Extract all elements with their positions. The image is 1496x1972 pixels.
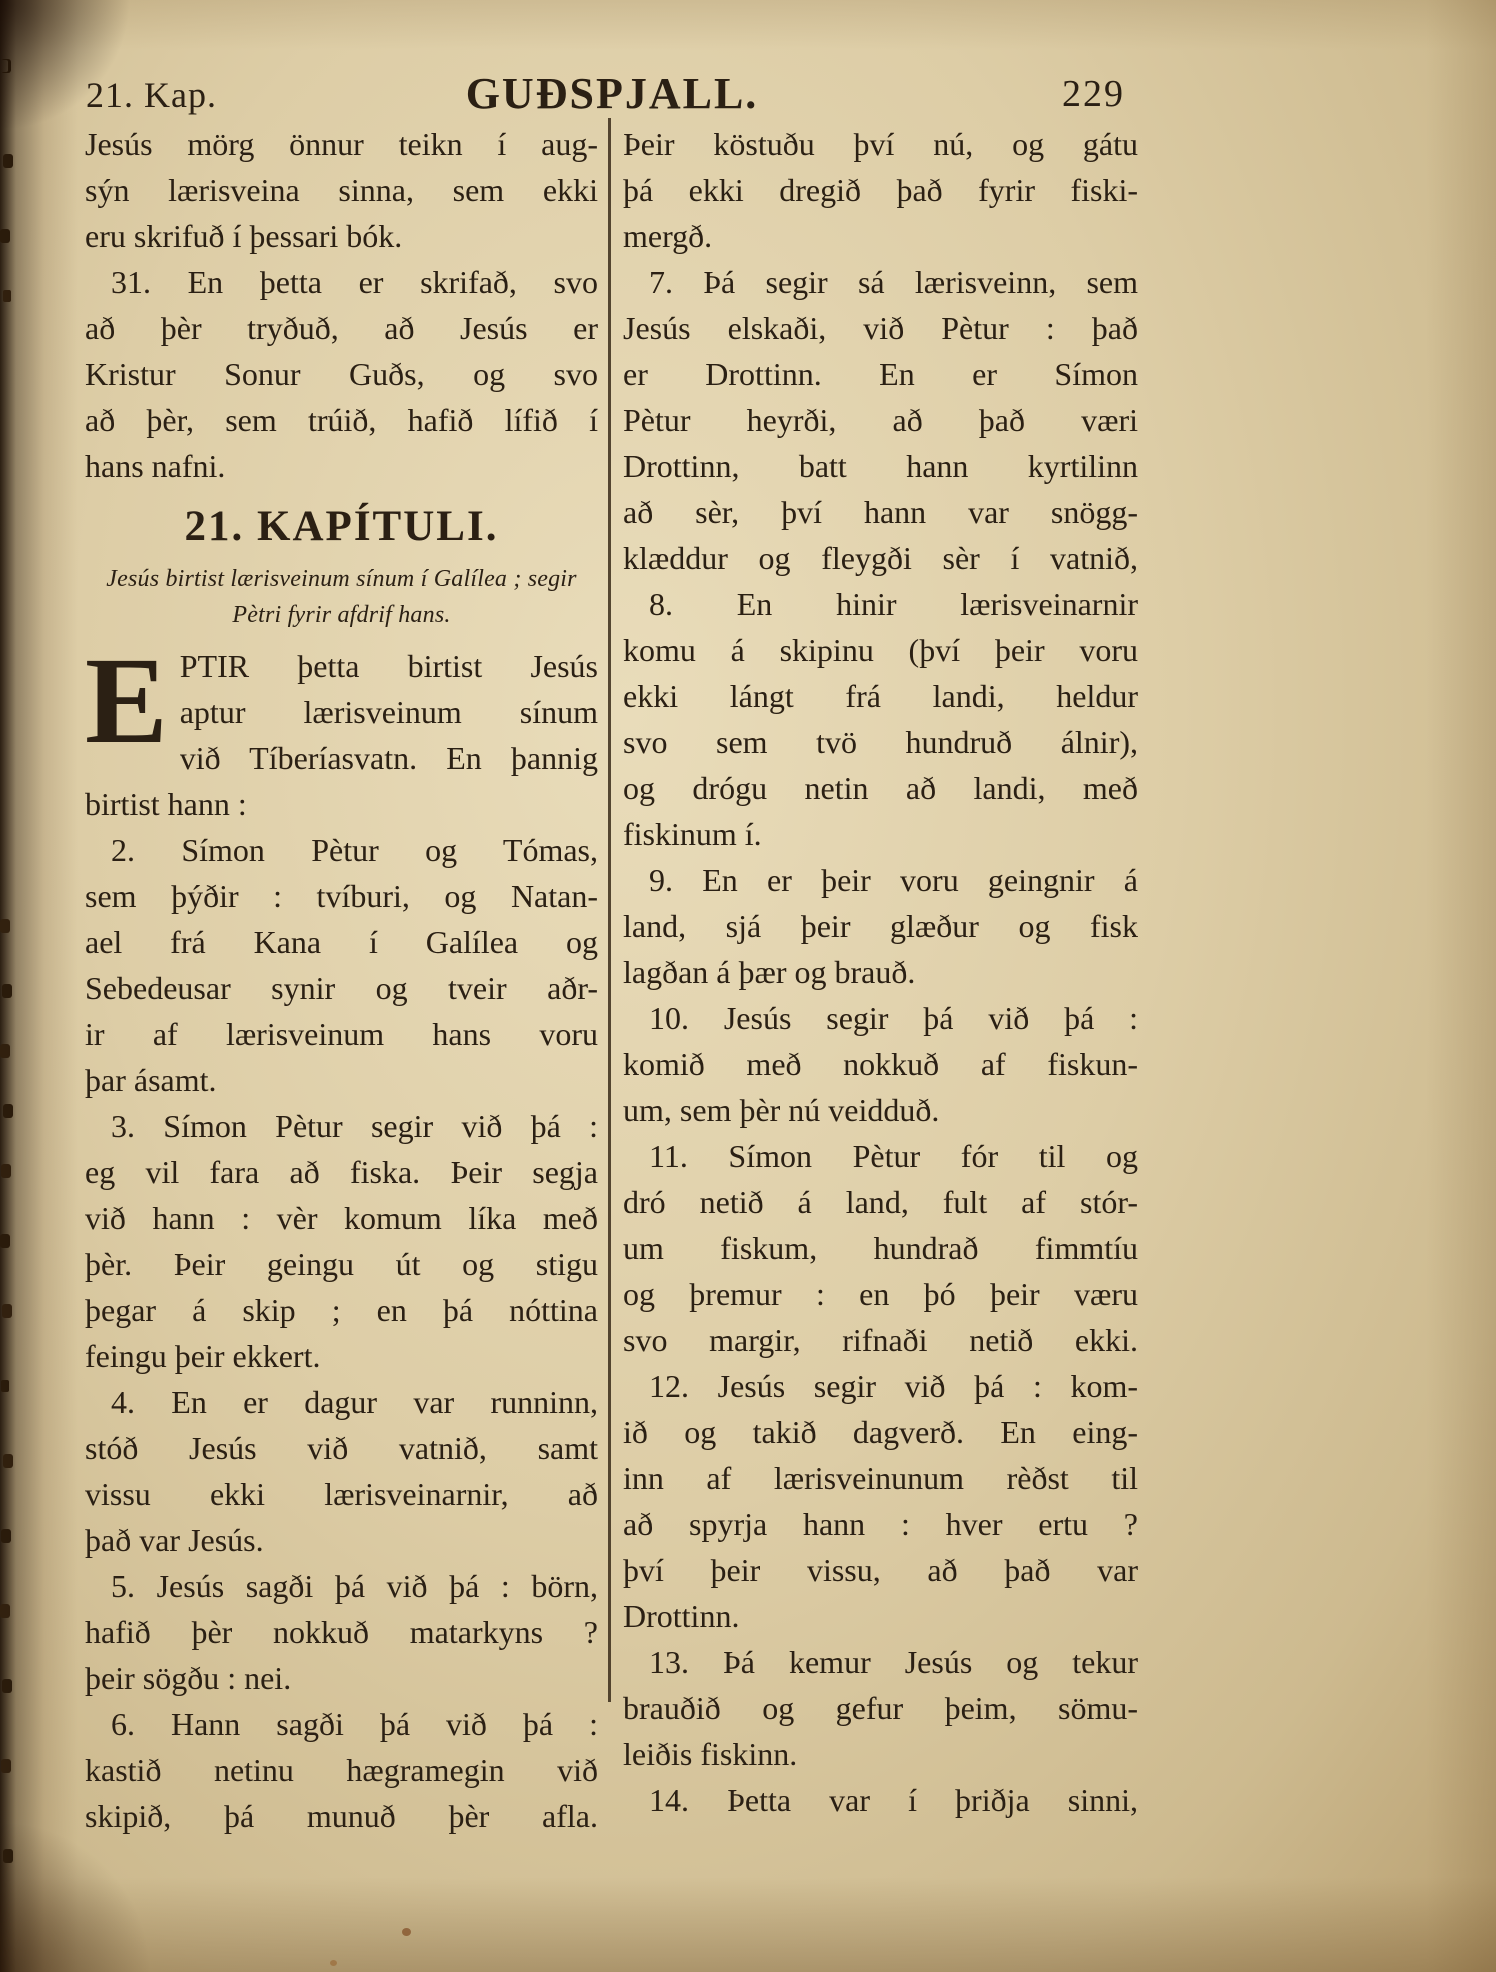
text-line: er Drottinn. En er Símon — [623, 356, 1138, 392]
text-line: 4. En er dagur var runninn, — [111, 1384, 598, 1420]
text-line: 8. En hinir lærisveinarnir — [649, 586, 1138, 622]
text-line: birtist hann : — [85, 786, 247, 822]
text-line: eru skrifuð í þessari bók. — [85, 218, 403, 254]
text-line: inn af lærisveinunum rèðst til — [623, 1460, 1138, 1496]
text-line: mergð. — [623, 218, 713, 254]
verse-paragraph — [623, 1777, 1138, 1823]
chapter-summary-line: Jesús birtist lærisveinum sínum í Galílea ; segir — [106, 566, 577, 592]
verse-paragraph — [85, 1701, 598, 1839]
dropcap-letter: E — [85, 632, 168, 769]
text-line: 7. Þá segir sá lærisveinn, sem — [649, 264, 1138, 300]
text-line: þar ásamt. — [85, 1062, 217, 1098]
column-divider-rule — [608, 118, 611, 1702]
text-line: komu á skipinu (því þeir voru — [623, 632, 1138, 668]
text-line: lagðan á þær og brauð. — [623, 954, 916, 990]
text-line: Drottinn. — [623, 1598, 740, 1634]
text-line: þèr. Þeir geingu út og stigu — [85, 1246, 598, 1282]
left-column — [85, 121, 598, 1839]
text-line: feingu þeir ekkert. — [85, 1338, 321, 1374]
text-line: komið með nokkuð af fiskun- — [623, 1046, 1138, 1082]
text-line: ir af lærisveinum hans voru — [85, 1016, 598, 1052]
text-line: Jesús elskaði, við Pètur : það — [623, 310, 1138, 346]
verse-paragraph — [623, 581, 1138, 857]
text-line: skipið, þá munuð þèr afla. — [85, 1798, 598, 1834]
text-line: hafið þèr nokkuð matarkyns ? — [85, 1614, 598, 1650]
verse-paragraph — [85, 1379, 598, 1563]
text-line: við hann : vèr komum líka með — [85, 1200, 598, 1236]
text-line: þá ekki dregið það fyrir fiski- — [623, 172, 1138, 208]
text-line: 13. Þá kemur Jesús og tekur — [649, 1644, 1138, 1680]
text-line: svo margir, rifnaði netið ekki. — [623, 1322, 1138, 1358]
text-line: um, sem þèr nú veidduð. — [623, 1092, 940, 1128]
right-column — [623, 121, 1138, 1823]
verse-paragraph — [85, 1103, 598, 1379]
running-title: GUÐSPJALL. — [465, 69, 759, 118]
text-line: og drógu netin að landi, með — [623, 770, 1138, 806]
paper-stain — [402, 1928, 411, 1936]
verse-paragraph — [623, 259, 1138, 581]
text-line: 14. Þetta var í þriðja sinni, — [649, 1782, 1138, 1818]
text-line: PTIR þetta birtist Jesús — [179, 648, 598, 684]
text-line: 3. Símon Pètur segir við þá : — [111, 1108, 598, 1144]
text-line: um fiskum, hundrað fimmtíu — [623, 1230, 1138, 1266]
text-line: Jesús mörg önnur teikn í aug- — [85, 126, 598, 162]
text-line: ael frá Kana í Galílea og — [85, 924, 598, 960]
verse-paragraph — [85, 632, 598, 827]
text-line: 9. En er þeir voru geingnir á — [649, 862, 1138, 898]
text-line: ið og takið dagverð. En eing- — [623, 1414, 1138, 1450]
text-line: land, sjá þeir glæður og fisk — [623, 908, 1138, 944]
text-line: brauðið og gefur þeim, sömu- — [623, 1690, 1138, 1726]
text-line: 2. Símon Pètur og Tómas, — [111, 832, 598, 868]
verse-paragraph — [85, 1563, 598, 1701]
text-line: vissu ekki lærisveinarnir, að — [85, 1476, 598, 1512]
text-line: leiðis fiskinn. — [623, 1736, 798, 1772]
text-line: Drottinn, batt hann kyrtilinn — [623, 448, 1138, 484]
text-line: kastið netinu hægramegin við — [85, 1752, 598, 1788]
text-line: þeir sögðu : nei. — [85, 1660, 292, 1696]
text-line: að sèr, því hann var snögg- — [623, 494, 1138, 530]
verse-paragraph — [623, 995, 1138, 1133]
chapter-header-label: 21. Kap. — [86, 75, 217, 115]
text-line: Þeir köstuðu því nú, og gátu — [623, 126, 1138, 162]
text-line: þegar á skip ; en þá nóttina — [85, 1292, 598, 1328]
text-line: klæddur og fleygði sèr í vatnið, — [623, 540, 1138, 576]
verse-paragraph — [85, 259, 598, 489]
text-line: Sebedeusar synir og tveir aðr- — [85, 970, 598, 1006]
chapter-heading: 21. KAPÍTULI. — [184, 503, 499, 550]
text-line: að þèr, sem trúið, hafið lífið í — [85, 402, 598, 438]
text-line: við Tíberíasvatn. En þannig — [179, 740, 598, 776]
page-number: 229 — [1062, 73, 1125, 115]
chapter-summary-line: Pètri fyrir afdrif hans. — [232, 602, 451, 628]
text-line: því þeir vissu, að það var — [623, 1552, 1138, 1588]
text-line: stóð Jesús við vatnið, samt — [85, 1430, 598, 1466]
verse-paragraph — [623, 857, 1138, 995]
text-line: það var Jesús. — [85, 1522, 264, 1558]
text-line: 12. Jesús segir við þá : kom- — [649, 1368, 1138, 1404]
verse-paragraph — [623, 1133, 1138, 1363]
text-line: hans nafni. — [85, 448, 226, 484]
text-line: sýn lærisveina sinna, sem ekki — [85, 172, 598, 208]
text-line: 5. Jesús sagði þá við þá : börn, — [111, 1568, 598, 1604]
paper-stain — [330, 1960, 337, 1966]
text-line: og þremur : en þó þeir væru — [623, 1276, 1138, 1312]
text-line: 31. En þetta er skrifað, svo — [111, 264, 598, 300]
text-line: 11. Símon Pètur fór til og — [649, 1138, 1138, 1174]
text-line: sem þýðir : tvíburi, og Natan- — [85, 878, 598, 914]
chapter-summary — [85, 561, 598, 633]
text-line: að þèr tryðuð, að Jesús er — [85, 310, 598, 346]
running-header — [0, 68, 1496, 120]
verse-paragraph — [85, 121, 598, 259]
text-line: Kristur Sonur Guðs, og svo — [85, 356, 598, 392]
verse-paragraph — [623, 1639, 1138, 1777]
text-line: svo sem tvö hundruð álnir), — [623, 724, 1138, 760]
verse-paragraph — [623, 121, 1138, 259]
text-line: aptur lærisveinum sínum — [179, 694, 598, 730]
text-line: 10. Jesús segir þá við þá : — [649, 1000, 1138, 1036]
text-line: dró netið á land, fult af stór- — [623, 1184, 1138, 1220]
text-line: ekki lángt frá landi, heldur — [623, 678, 1138, 714]
text-line: eg vil fara að fiska. Þeir segja — [85, 1154, 598, 1190]
text-line: 6. Hann sagði þá við þá : — [111, 1706, 598, 1742]
text-line: að spyrja hann : hver ertu ? — [623, 1506, 1138, 1542]
verse-paragraph — [623, 1363, 1138, 1639]
text-line: fiskinum í. — [623, 816, 762, 852]
text-line: Pètur heyrði, að það væri — [623, 402, 1138, 438]
verse-paragraph — [85, 827, 598, 1103]
